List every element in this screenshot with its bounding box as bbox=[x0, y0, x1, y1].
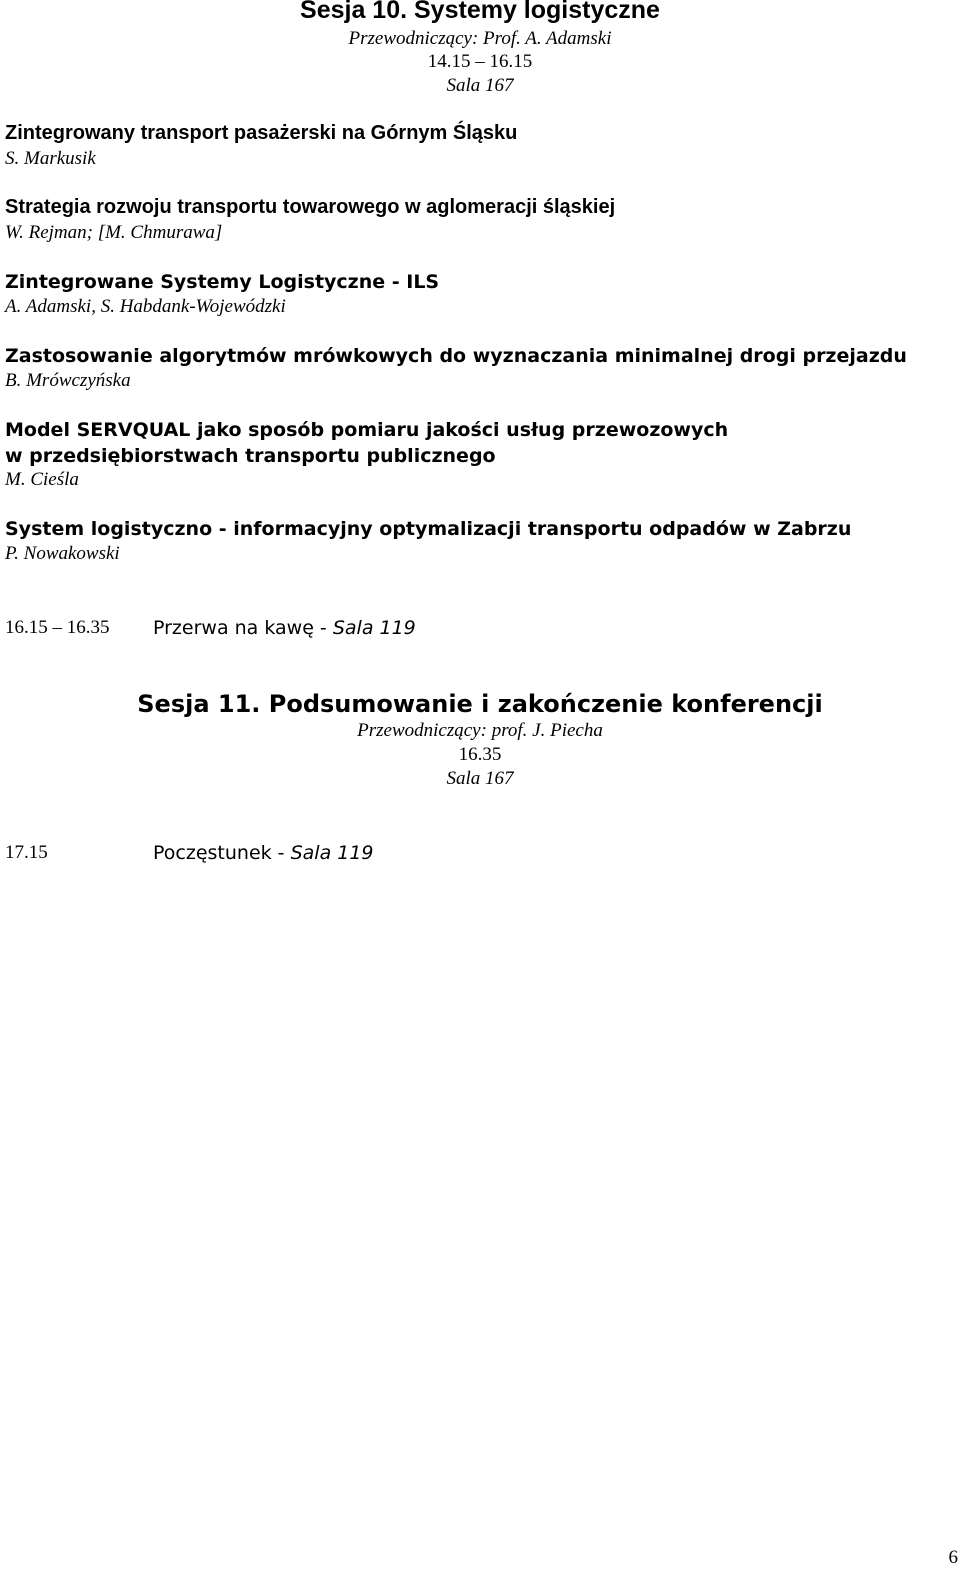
session-10-chair: Przewodniczący: Prof. A. Adamski bbox=[348, 28, 612, 49]
talk-title: System logistyczno - informacyjny optymalizacji transportu odpadów w Zabrzu bbox=[5, 518, 852, 540]
session-11-chair: Przewodniczący: prof. J. Piecha bbox=[357, 720, 603, 741]
session-10-title: Sesja 10. Systemy logistyczne bbox=[300, 0, 660, 24]
session-11-room: Sala 167 bbox=[446, 768, 514, 789]
session-11-title: Sesja 11. Podsumowanie i zakończenie konferencji bbox=[137, 690, 823, 718]
session-10-room: Sala 167 bbox=[446, 75, 514, 96]
talk-author: W. Rejman; [M. Chmurawa] bbox=[5, 222, 223, 243]
coffee-break-room: Sala 119 bbox=[332, 617, 416, 639]
talk-author: M. Cieśla bbox=[5, 469, 79, 490]
page-number: 6 bbox=[948, 1547, 958, 1568]
talk-author: A. Adamski, S. Habdank-Wojewódzki bbox=[5, 296, 286, 317]
talk-title-line1: Model SERVQUAL jako sposób pomiaru jakości usług przewozowych bbox=[5, 419, 729, 441]
session-11-time: 16.35 bbox=[458, 744, 502, 765]
reception-time: 17.15 bbox=[5, 842, 48, 863]
talk-title: Zintegrowane Systemy Logistyczne - ILS bbox=[5, 271, 440, 293]
talk-author: P. Nowakowski bbox=[5, 543, 120, 564]
talk-title: Strategia rozwoju transportu towarowego w aglomeracji śląskiej bbox=[5, 196, 616, 218]
session-10-time: 14.15 – 16.15 bbox=[427, 51, 533, 72]
talk-title: Zintegrowany transport pasażerski na Górnym Śląsku bbox=[5, 122, 518, 144]
reception-row bbox=[153, 841, 374, 865]
reception-label: Poczęstunek - bbox=[153, 842, 285, 864]
reception-room: Sala 119 bbox=[290, 842, 374, 864]
coffee-break-time: 16.15 – 16.35 bbox=[5, 617, 110, 638]
talk-author: B. Mrówczyńska bbox=[5, 370, 131, 391]
talk-author: S. Markusik bbox=[5, 148, 96, 169]
talk-title-line2: w przedsiębiorstwach transportu publicznego bbox=[5, 445, 496, 467]
coffee-break-row bbox=[153, 616, 416, 640]
coffee-break-label: Przerwa na kawę - bbox=[153, 617, 327, 639]
talk-title: Zastosowanie algorytmów mrówkowych do wyznaczania minimalnej drogi przejazdu bbox=[5, 345, 907, 367]
